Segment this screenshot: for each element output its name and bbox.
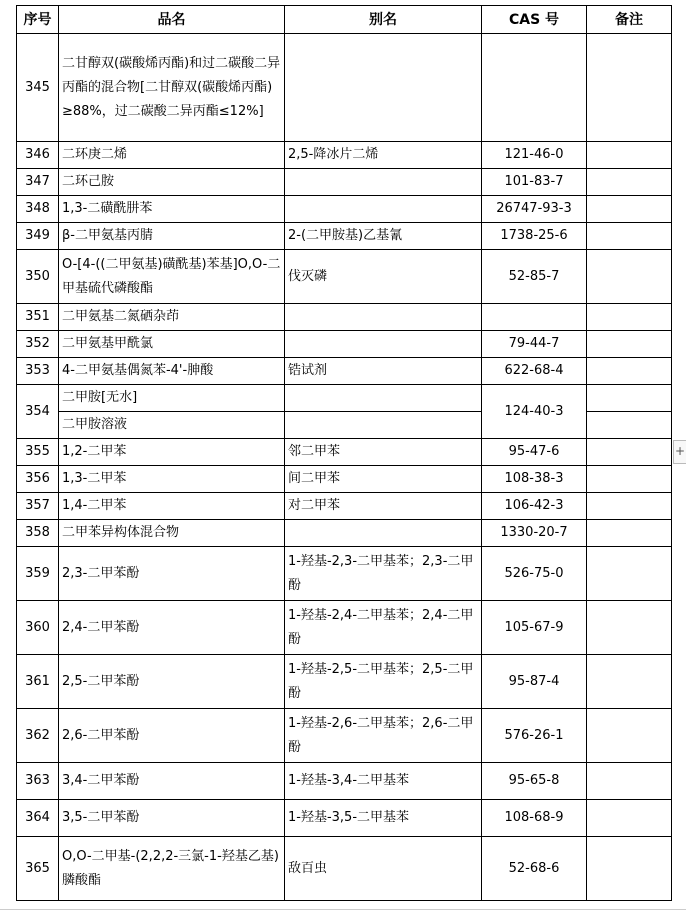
table-row <box>17 493 672 520</box>
row-note <box>587 655 672 709</box>
row-cas <box>482 34 587 142</box>
row-no: 350 <box>17 250 59 304</box>
table-row <box>17 655 672 709</box>
table-row <box>17 601 672 655</box>
row-cas: 106-42-3 <box>482 493 587 520</box>
table-row <box>17 439 672 466</box>
header-note: 备注 <box>587 6 672 34</box>
row-no: 365 <box>17 837 59 901</box>
row-note <box>587 709 672 763</box>
table-row <box>17 304 672 331</box>
row-alias <box>285 385 482 412</box>
row-alias <box>285 304 482 331</box>
row-no: 364 <box>17 800 59 837</box>
row-name: 二甘醇双(碳酸烯丙酯)和过二碳酸二异丙酯的混合物[二甘醇双(碳酸烯丙酯)≥88%，过二碳酸二异丙酯≤12%] <box>59 34 285 142</box>
row-name: 二环庚二烯 <box>59 142 285 169</box>
row-note <box>587 223 672 250</box>
row-no: 356 <box>17 466 59 493</box>
row-note <box>587 601 672 655</box>
row-alias: 2,5-降冰片二烯 <box>285 142 482 169</box>
header-cas: CAS 号 <box>482 6 587 34</box>
table-row <box>17 142 672 169</box>
expand-button[interactable] <box>673 440 686 464</box>
row-no: 363 <box>17 763 59 800</box>
row-name: 2,4-二甲苯酚 <box>59 601 285 655</box>
row-cas: 79-44-7 <box>482 331 587 358</box>
row-no: 358 <box>17 520 59 547</box>
row-note <box>587 385 672 412</box>
row-note <box>587 837 672 901</box>
row-cas: 95-47-6 <box>482 439 587 466</box>
row-alias <box>285 520 482 547</box>
row-no: 345 <box>17 34 59 142</box>
header-alias: 别名 <box>285 6 482 34</box>
row-note <box>587 196 672 223</box>
row-note <box>587 304 672 331</box>
row-no: 348 <box>17 196 59 223</box>
row-alias: 1-羟基-2,4-二甲基苯；2,4-二甲酚 <box>285 601 482 655</box>
row-no: 352 <box>17 331 59 358</box>
row-note <box>587 358 672 385</box>
row-no: 351 <box>17 304 59 331</box>
row-note <box>587 34 672 142</box>
row-alias <box>285 34 482 142</box>
row-name: 3,5-二甲苯酚 <box>59 800 285 837</box>
chemical-table <box>16 5 672 901</box>
row-cas: 1738-25-6 <box>482 223 587 250</box>
table-row <box>17 250 672 304</box>
row-name: 二环己胺 <box>59 169 285 196</box>
table-row <box>17 34 672 142</box>
row-name: 2,3-二甲苯酚 <box>59 547 285 601</box>
row-name: 1,3-二磺酰肼苯 <box>59 196 285 223</box>
row-note <box>587 439 672 466</box>
table-row <box>17 385 672 412</box>
row-no: 354 <box>17 385 59 439</box>
row-name: 二甲胺溶液 <box>59 412 285 439</box>
row-alias: 伐灭磷 <box>285 250 482 304</box>
row-no: 362 <box>17 709 59 763</box>
row-name: 1,2-二甲苯 <box>59 439 285 466</box>
row-alias: 1-羟基-2,6-二甲基苯；2,6-二甲酚 <box>285 709 482 763</box>
row-cas: 105-67-9 <box>482 601 587 655</box>
row-alias: 对二甲苯 <box>285 493 482 520</box>
row-cas: 95-65-8 <box>482 763 587 800</box>
table-row <box>17 196 672 223</box>
row-cas: 108-68-9 <box>482 800 587 837</box>
table-row <box>17 547 672 601</box>
table-row <box>17 763 672 800</box>
row-name: β-二甲氨基丙腈 <box>59 223 285 250</box>
row-no: 353 <box>17 358 59 385</box>
row-note <box>587 800 672 837</box>
row-cas: 108-38-3 <box>482 466 587 493</box>
row-alias <box>285 196 482 223</box>
row-name: O,O-二甲基-(2,2,2-三氯-1-羟基乙基)膦酸酯 <box>59 837 285 901</box>
row-alias: 间二甲苯 <box>285 466 482 493</box>
table-row <box>17 800 672 837</box>
table-row <box>17 837 672 901</box>
row-cas: 526-75-0 <box>482 547 587 601</box>
row-name: 2,5-二甲苯酚 <box>59 655 285 709</box>
row-no: 355 <box>17 439 59 466</box>
table-row <box>17 331 672 358</box>
row-name: 3,4-二甲苯酚 <box>59 763 285 800</box>
row-note <box>587 169 672 196</box>
row-no: 361 <box>17 655 59 709</box>
row-cas: 121-46-0 <box>482 142 587 169</box>
row-alias: 1-羟基-3,4-二甲基苯 <box>285 763 482 800</box>
header-row <box>17 6 672 34</box>
table-row <box>17 358 672 385</box>
row-alias: 1-羟基-2,3-二甲基苯；2,3-二甲酚 <box>285 547 482 601</box>
page-divider <box>0 909 686 910</box>
row-alias: 1-羟基-3,5-二甲基苯 <box>285 800 482 837</box>
row-no: 359 <box>17 547 59 601</box>
row-no: 349 <box>17 223 59 250</box>
row-name: 1,4-二甲苯 <box>59 493 285 520</box>
row-cas: 52-68-6 <box>482 837 587 901</box>
row-cas: 124-40-3 <box>482 385 587 439</box>
row-no: 347 <box>17 169 59 196</box>
row-no: 346 <box>17 142 59 169</box>
row-name: 二甲胺[无水] <box>59 385 285 412</box>
table-row <box>17 223 672 250</box>
row-no: 357 <box>17 493 59 520</box>
row-note <box>587 493 672 520</box>
row-alias: 邻二甲苯 <box>285 439 482 466</box>
row-note <box>587 763 672 800</box>
row-name: 二甲苯异构体混合物 <box>59 520 285 547</box>
row-cas: 622-68-4 <box>482 358 587 385</box>
row-alias: 1-羟基-2,5-二甲基苯；2,5-二甲酚 <box>285 655 482 709</box>
row-name: 1,3-二甲苯 <box>59 466 285 493</box>
row-name: O-[4-((二甲氨基)磺酰基)苯基]O,O-二甲基硫代磷酸酯 <box>59 250 285 304</box>
table-row <box>17 169 672 196</box>
row-cas: 1330-20-7 <box>482 520 587 547</box>
row-alias: 2-(二甲胺基)乙基氰 <box>285 223 482 250</box>
row-name: 4-二甲氨基偶氮苯-4'-胂酸 <box>59 358 285 385</box>
row-alias: 敌百虫 <box>285 837 482 901</box>
row-name: 2,6-二甲苯酚 <box>59 709 285 763</box>
row-note <box>587 412 672 439</box>
row-alias: 锆试剂 <box>285 358 482 385</box>
row-note <box>587 142 672 169</box>
table-row <box>17 466 672 493</box>
row-cas: 101-83-7 <box>482 169 587 196</box>
row-alias <box>285 169 482 196</box>
row-alias <box>285 412 482 439</box>
row-note <box>587 547 672 601</box>
row-cas: 95-87-4 <box>482 655 587 709</box>
row-name: 二甲氨基甲酰氯 <box>59 331 285 358</box>
row-no: 360 <box>17 601 59 655</box>
header-no: 序号 <box>17 6 59 34</box>
row-cas: 576-26-1 <box>482 709 587 763</box>
table-row <box>17 709 672 763</box>
table-row <box>17 520 672 547</box>
plus-icon: + <box>674 444 686 458</box>
row-note <box>587 466 672 493</box>
row-alias <box>285 331 482 358</box>
header-name: 品名 <box>59 6 285 34</box>
row-cas <box>482 304 587 331</box>
row-cas: 52-85-7 <box>482 250 587 304</box>
row-name: 二甲氨基二氮硒杂茚 <box>59 304 285 331</box>
row-cas: 26747-93-3 <box>482 196 587 223</box>
row-note <box>587 520 672 547</box>
row-note <box>587 331 672 358</box>
row-note <box>587 250 672 304</box>
